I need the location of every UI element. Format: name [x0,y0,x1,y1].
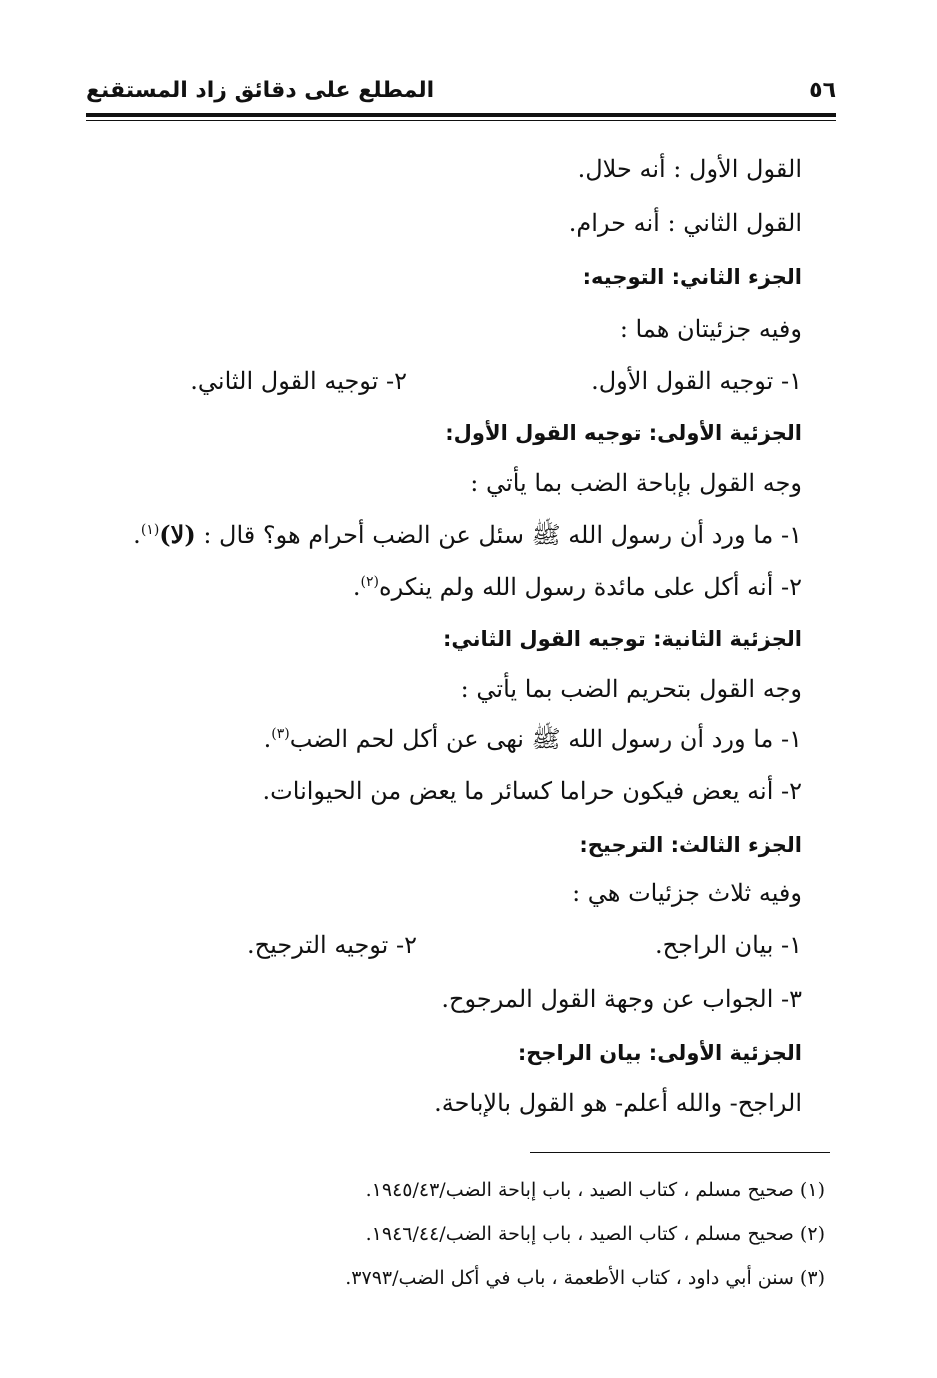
footnote-1: (١) صحيح مسلم ، كتاب الصيد ، باب إباحة الضب/١٩٤٥/٤٣. [365,1179,825,1201]
subsection-heading-first: الجزئية الأولى: توجيه القول الأول: [445,421,802,445]
footnote-ref-1[interactable]: (١) [140,522,160,538]
list-item-preferred: ١- بيان الراجح. [655,931,802,959]
footnote-ref-2[interactable]: (٢) [360,574,379,590]
evidence-line-1 [133,518,802,552]
intro-line-three-parts: وفيه ثلاث جزئيات هي : [572,879,802,907]
list-item-justify-second: ٢- توجيه القول الثاني. [190,367,407,395]
footnote-separator [530,1152,830,1153]
evidence-line-2 [353,570,802,604]
footnote-3: (٣) سنن أبي داود ، كتاب الأطعمة ، باب في أكل الضب/٣٧٩٣. [345,1267,825,1289]
evidence-line-3 [264,722,802,756]
second-opinion-line: القول الثاني : أنه حرام. [568,209,802,237]
list-item-justify-first: ١- توجيه القول الأول. [591,367,802,395]
header-rule-thin [86,120,836,121]
evidence-line-2-text: ٢- أنه أكل على مائدة رسول الله ولم ينكره [379,573,802,601]
section-heading-preference: الجزء الثالث: الترجيح: [579,833,802,857]
evidence-line-1-text: ١- ما ورد أن رسول الله ﷺ سئل عن الضب أحرام هو؟ قال : [195,521,802,549]
list-item-preference-justification: ٢- توجيه الترجيح. [247,931,417,959]
footnote-2: (٢) صحيح مسلم ، كتاب الصيد ، باب إباحة الضب/١٩٤٦/٤٤. [365,1223,825,1245]
subsection-heading-preferred: الجزئية الأولى: بيان الراجح: [517,1041,802,1065]
section-heading-justification: الجزء الثاني: التوجيه: [582,265,802,289]
intro-line-two-parts: وفيه جزئيتان هما : [619,315,802,343]
evidence-line-3-end: . [263,725,272,753]
intro-line-prohibition: وجه القول بتحريم الضب بما يأتي : [460,675,802,703]
page-number: ٥٦ [809,78,836,103]
conclusion-line: الراجح- والله أعلم- هو القول بالإباحة. [434,1089,802,1117]
header-rule-thick [86,113,836,117]
evidence-line-1-answer: (لا) [159,520,196,549]
first-opinion-line: القول الأول : أنه حلال. [577,155,802,183]
subsection-heading-second: الجزئية الثانية: توجيه القول الثاني: [443,627,802,651]
evidence-line-1-end: . [133,521,141,549]
list-item-answer: ٣- الجواب عن وجهة القول المرجوح. [441,985,802,1013]
evidence-line-4: ٢- أنه يعض فيكون حراما كسائر ما يعض من الحيوانات. [262,777,802,805]
evidence-line-3-text: ١- ما ورد أن رسول الله ﷺ نهى عن أكل لحم الضب [289,725,802,753]
intro-line-permissibility: وجه القول بإباحة الضب بما يأتي : [470,469,802,497]
footnote-ref-3[interactable]: (٣) [271,726,290,742]
evidence-line-2-end: . [352,573,361,601]
running-header [86,78,836,110]
book-title: المطلع على دقائق زاد المستقنع [86,78,435,103]
